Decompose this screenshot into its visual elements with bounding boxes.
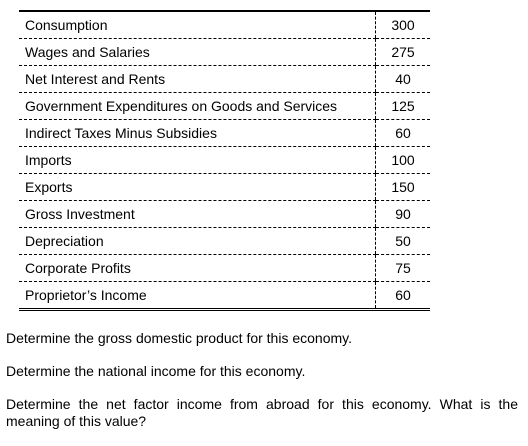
- row-label: Government Expenditures on Goods and Services: [19, 93, 376, 120]
- question-net-factor-income: Determine the net factor income from abroad for this economy. What is the meaning of this value?: [6, 396, 518, 429]
- row-value: 40: [376, 66, 431, 93]
- row-value: 50: [376, 228, 431, 255]
- table-row: [19, 39, 430, 66]
- table-row: [19, 147, 430, 174]
- row-label: Depreciation: [19, 228, 376, 255]
- table-row: [19, 228, 430, 255]
- table-row: [19, 174, 430, 201]
- economic-data-grid: [19, 12, 430, 308]
- table-row: [19, 201, 430, 228]
- row-value: 275: [376, 39, 431, 66]
- row-value: 150: [376, 174, 431, 201]
- row-label: Wages and Salaries: [19, 39, 376, 66]
- questions-section: [6, 330, 518, 446]
- row-label: Exports: [19, 174, 376, 201]
- question-gdp: Determine the gross domestic product for this economy.: [6, 330, 353, 346]
- row-value: 125: [376, 93, 431, 120]
- question-national-income: Determine the national income for this economy.: [6, 363, 306, 379]
- row-label: Proprietor’s Income: [25, 287, 147, 303]
- row-label: Indirect Taxes Minus Subsidies: [19, 120, 376, 147]
- economic-data-table: [19, 10, 430, 311]
- table-row: [19, 120, 430, 147]
- table-row: [19, 66, 430, 93]
- row-label: Consumption: [19, 12, 376, 39]
- row-label: Net Interest and Rents: [19, 66, 376, 93]
- row-label: Imports: [19, 147, 376, 174]
- row-value: 60: [376, 282, 431, 309]
- table-row: [19, 255, 430, 282]
- row-value: 60: [376, 120, 431, 147]
- row-value: 100: [376, 147, 431, 174]
- row-value: 90: [376, 201, 431, 228]
- table-row: [19, 93, 430, 120]
- row-value: 300: [376, 12, 431, 39]
- table-row: [19, 282, 430, 309]
- row-value: 75: [376, 255, 431, 282]
- row-label: Gross Investment: [19, 201, 376, 228]
- table-row: [19, 12, 430, 39]
- row-label: Corporate Profits: [19, 255, 376, 282]
